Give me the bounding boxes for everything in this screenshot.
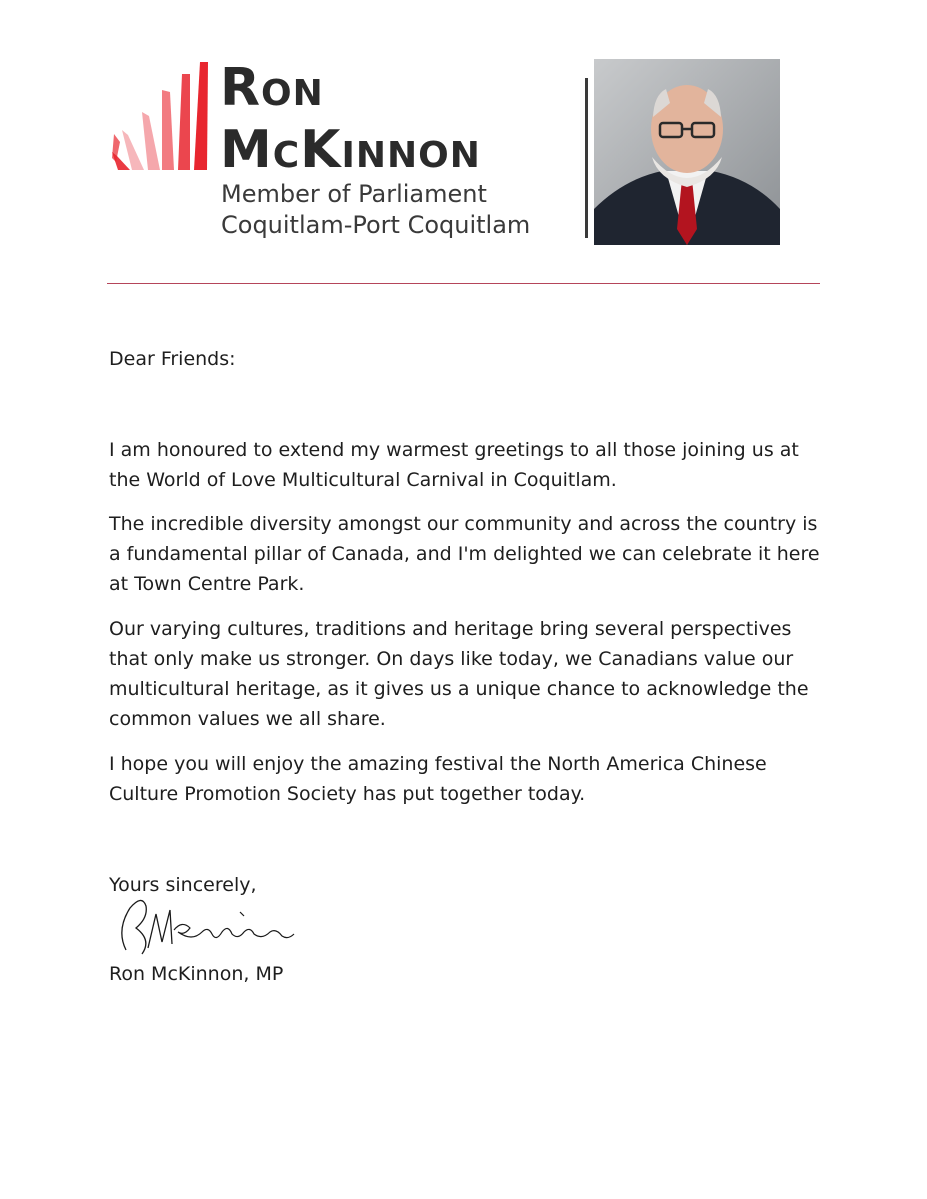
mp-portrait-photo: [594, 59, 780, 245]
letter-closing: Yours sincerely,: [109, 874, 257, 896]
header-rule: [107, 283, 820, 284]
mp-first-name: Ron: [220, 58, 324, 118]
letterhead: [0, 0, 927, 290]
maple-leaf-logo-icon: [112, 62, 212, 172]
mp-riding: Coquitlam-Port Coquitlam: [221, 211, 531, 239]
mp-last-name: McKinnon: [220, 120, 481, 180]
letter-paragraph: I am honoured to extend my warmest greetings to all those joining us at the World of Love Multicultural Carnival in Coquitlam.: [109, 439, 799, 491]
letter-paragraph: I hope you will enjoy the amazing festival the North America Chinese Culture Promotion Society has put together today.: [109, 753, 767, 805]
letter-paragraph: The incredible diversity amongst our community and across the country is a fundamental pillar of Canada, and I'm delighted we can celebrate it here at Town Centre Park.: [109, 513, 820, 595]
letterhead-divider: [585, 78, 588, 238]
letter-signoff: Ron McKinnon, MP: [109, 963, 284, 985]
mp-role: Member of Parliament: [221, 180, 487, 208]
letter-salutation: Dear Friends:: [109, 348, 236, 370]
letter-paragraph: Our varying cultures, traditions and heritage bring several perspectives that only make us stronger. On days like today, we Canadians value our multicultural heritage, as it gives us a unique chance to acknowledge the common values we all share.: [109, 618, 809, 730]
